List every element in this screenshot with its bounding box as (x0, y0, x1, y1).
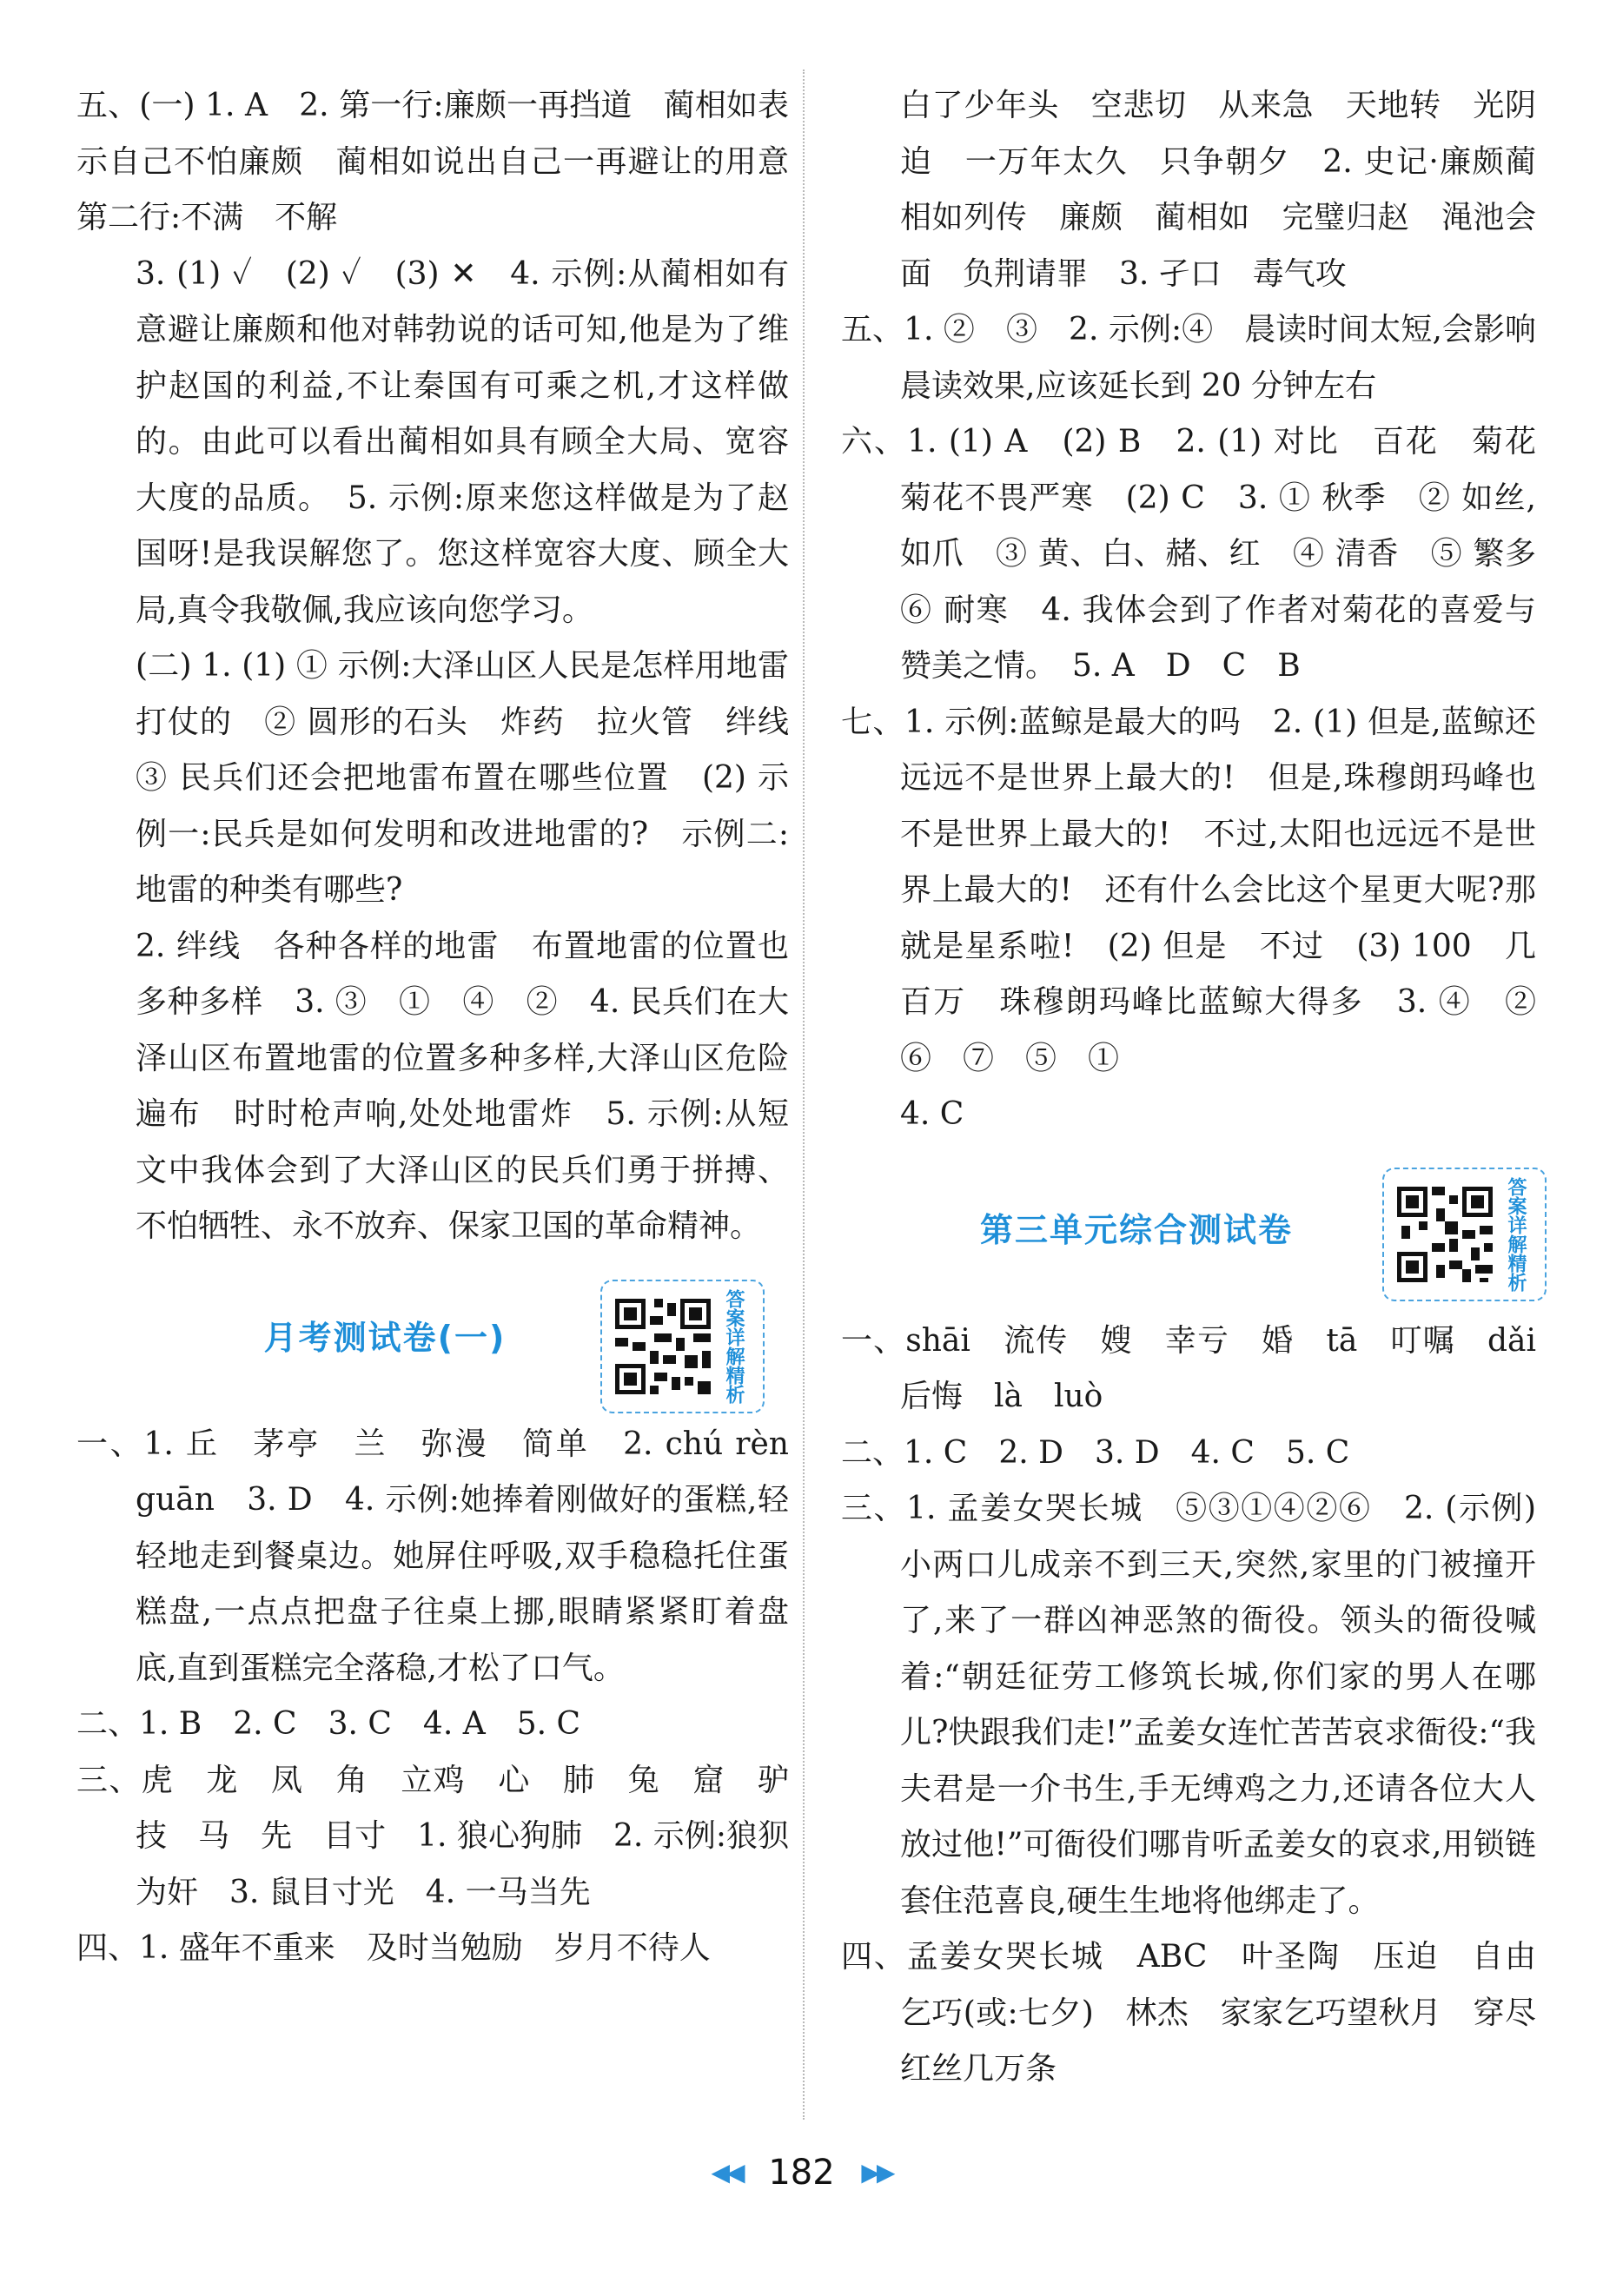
qr-code-panel[interactable] (1382, 1168, 1547, 1301)
section-heading-monthly-test (76, 1260, 789, 1417)
section-title: 月考测试卷(一) (263, 1319, 507, 1358)
answer-question-seven-four: 4. C (900, 1096, 964, 1132)
answer-section-five-part-two: (二) 1. (1) ① 示例:大泽山区人民是怎样用地雷打仗的 ② 圆形的石头 炸药 拉火管 绊线 ③ 民兵们还会把地雷布置在哪些位置 (2) 示例一:民兵是如何发明和改进地雷的? 示例二:地雷的种类有哪些? (136, 648, 821, 908)
answer-question-one: 一、1. 丘 茅亭 兰 弥漫 简单 2. chú rèn guān 3. D 4. 示例:她捧着刚做好的蛋糕,轻轻地走到餐桌边。她屏住呼吸,双手稳稳托住蛋糕盘,一点点把盘子往桌上挪,眼睛紧紧盯着盘底,直到蛋糕完全落稳,才松了口气。 (76, 1426, 821, 1686)
answer-unit-question-two: 二、1. C 2. D 3. D 4. C 5. C (841, 1434, 1350, 1471)
answer-question-two: 二、1. B 2. C 3. C 4. A 5. C (76, 1706, 581, 1742)
answer-section-five-part-one: 五、(一) 1. A 2. 第一行:廉颇一再挡道 蔺相如表示自己不怕廉颇 蔺相如说出自己一再避让的用意 第二行:不满 不解 (76, 88, 821, 235)
section-title: 第三单元综合测试卷 (979, 1211, 1293, 1250)
qr-code-icon (611, 1294, 715, 1399)
double-right-arrow-icon: ▶▶ (861, 2158, 892, 2187)
page-footer (0, 2153, 1603, 2193)
column-divider (803, 69, 805, 2120)
section-heading-unit-three-test (841, 1148, 1536, 1313)
right-column (841, 78, 1568, 2098)
qr-code-panel[interactable] (600, 1280, 765, 1413)
answer-question-five: 五、1. ② ③ 2. 示例:④ 晨读时间太短,会影响晨读效果,应该延长到 20 分钟左右 (841, 312, 1536, 404)
qr-code-icon (1393, 1182, 1497, 1287)
answer-unit-question-four: 四、孟姜女哭长城 ABC 叶圣陶 压迫 自由 乞巧(或:七夕) 林杰 家家乞巧望秋月 穿尽红丝几万条 (841, 1939, 1568, 2087)
answer-question-four: 四、1. 盛年不重来 及时当勉励 岁月不待人 (76, 1930, 711, 1966)
answer-question-seven: 七、1. 示例:蓝鲸是最大的吗 2. (1) 但是,蓝鲸还远远不是世界上最大的! 但是,珠穆朗玛峰也不是世界上最大的! 不过,太阳也远远不是世界上最大的! 还有什么会比这个星更大呢?那就是星系啦! (2) 但是 不过 (3) 100 几百万 珠穆朗玛峰比蓝鲸大得多 3. ④ ② ⑥ ⑦ ⑤ ① (841, 704, 1568, 1076)
answer-question-six: 六、1. (1) A (2) B 2. (1) 对比 百花 菊花 菊花不畏严寒 (2) C 3. ① 秋季 ② 如丝,如爪 ③ 黄、白、赭、红 ④ 清香 ⑤ 繁多 ⑥ 耐寒 4. 我体会到了作者对菊花的喜爱与赞美之情。 5. A D C B (841, 424, 1568, 684)
answer-section-five-part-one-continued: 3. (1) ✓ (2) ✓ (3) ✕ 4. 示例:从蔺相如有意避让廉颇和他对韩勃说的话可知,他是为了维护赵国的利益,不让秦国有可乘之机,才这样做的。由此可以看出蔺相如具有顾全大局、宽容大度的品质。 5. 示例:原来您这样做是为了赵国呀!是我误解您了。您这样宽容大度、顾全大局,真令我敬佩,我应该向您学习。 (136, 255, 789, 628)
page-number: 182 (768, 2153, 835, 2193)
qr-label: 答案详解精析 (723, 1288, 745, 1404)
answer-question-four-continued: 白了少年头 空悲切 从来急 天地转 光阴迫 一万年太久 只争朝夕 2. 史记·廉颇蔺相如列传 廉颇 蔺相如 完璧归赵 渑池会面 负荆请罪 3. 孑口 毒气攻 (900, 88, 1536, 292)
answer-question-three: 三、虎 龙 凤 角 立鸡 心 肺 兔 窟 驴技 马 先 目寸 1. 狼心狗肺 2. 示例:狼狈为奸 3. 鼠目寸光 4. 一马当先 (76, 1762, 789, 1910)
double-left-arrow-icon: ◀◀ (711, 2158, 742, 2187)
answer-section-five-part-two-continued: 2. 绊线 各种各样的地雷 布置地雷的位置也多种多样 3. ③ ① ④ ② 4. 民兵们在大泽山区布置地雷的位置多种多样,大泽山区危险遍布 时时枪声响,处处地雷炸 5. 示例:从短文中我体会到了大泽山区的民兵们勇于拼搏、不怕牺牲、永不放弃、保家卫国的革命精神。 (136, 928, 789, 1244)
qr-label: 答案详解精析 (1505, 1176, 1527, 1292)
answer-unit-question-three: 三、1. 孟姜女哭长城 ⑤③①④②⑥ 2. (示例)小两口儿成亲不到三天,突然,家里的门被撞开了,来了一群凶神恶煞的衙役。领头的衙役喊着:“朝廷征劳工修筑长城,你们家的男人在哪儿?快跟我们走!”孟姜女连忙苦苦哀求衙役:“我夫君是一介书生,手无缚鸡之力,还请各位大人放过他!”可衙役们哪肯听孟姜女的哀求,用锁链套住范喜良,硬生生地将他绑走了。 (841, 1491, 1536, 1919)
answer-unit-question-one: 一、shāi 流传 嫂 幸亏 婚 tā 叮嘱 dǎi 后悔 là luò (841, 1322, 1568, 1414)
left-column (76, 78, 821, 1977)
